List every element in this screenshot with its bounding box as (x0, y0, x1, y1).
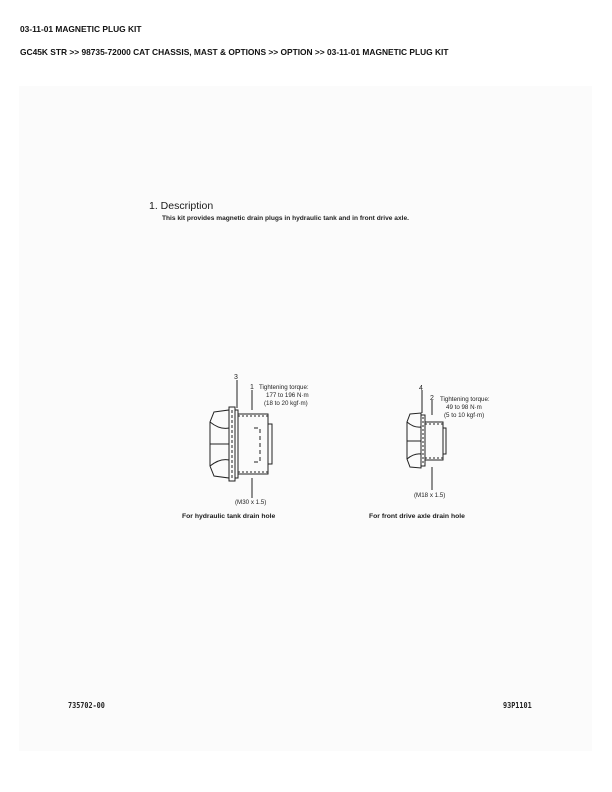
thread-spec: (M30 x 1.5) (235, 499, 267, 506)
torque-kgf: (18 to 20 kgf·m) (264, 400, 308, 407)
figure-caption: For front drive axle drain hole (369, 513, 465, 520)
thread-spec: (M18 x 1.5) (414, 492, 446, 499)
torque-kgf: (5 to 10 kgf·m) (444, 412, 485, 419)
callout-plug: 1 (250, 384, 254, 391)
scanned-page (19, 86, 592, 751)
callout-washer: 4 (419, 385, 423, 392)
callout-washer: 3 (234, 374, 238, 381)
torque-nm: 49 to 98 N·m (446, 404, 482, 411)
torque-nm: 177 to 196 N·m (266, 392, 309, 399)
doc-number: 735702-00 (68, 701, 105, 710)
torque-label: Tightening torque: (259, 384, 309, 391)
section-heading: 1. Description (149, 200, 214, 212)
page-title: 03-11-01 MAGNETIC PLUG KIT (20, 24, 142, 34)
figure-caption: For hydraulic tank drain hole (182, 513, 276, 520)
page-code: 93P1101 (503, 701, 532, 710)
section-description: This kit provides magnetic drain plugs in hydraulic tank and in front drive axle. (162, 215, 409, 222)
torque-label: Tightening torque: (440, 396, 490, 403)
callout-plug: 2 (430, 395, 434, 402)
breadcrumb: GC45K STR >> 98735-72000 CAT CHASSIS, MAST & OPTIONS >> OPTION >> 03-11-01 MAGNETIC PLUG KIT (20, 47, 449, 57)
